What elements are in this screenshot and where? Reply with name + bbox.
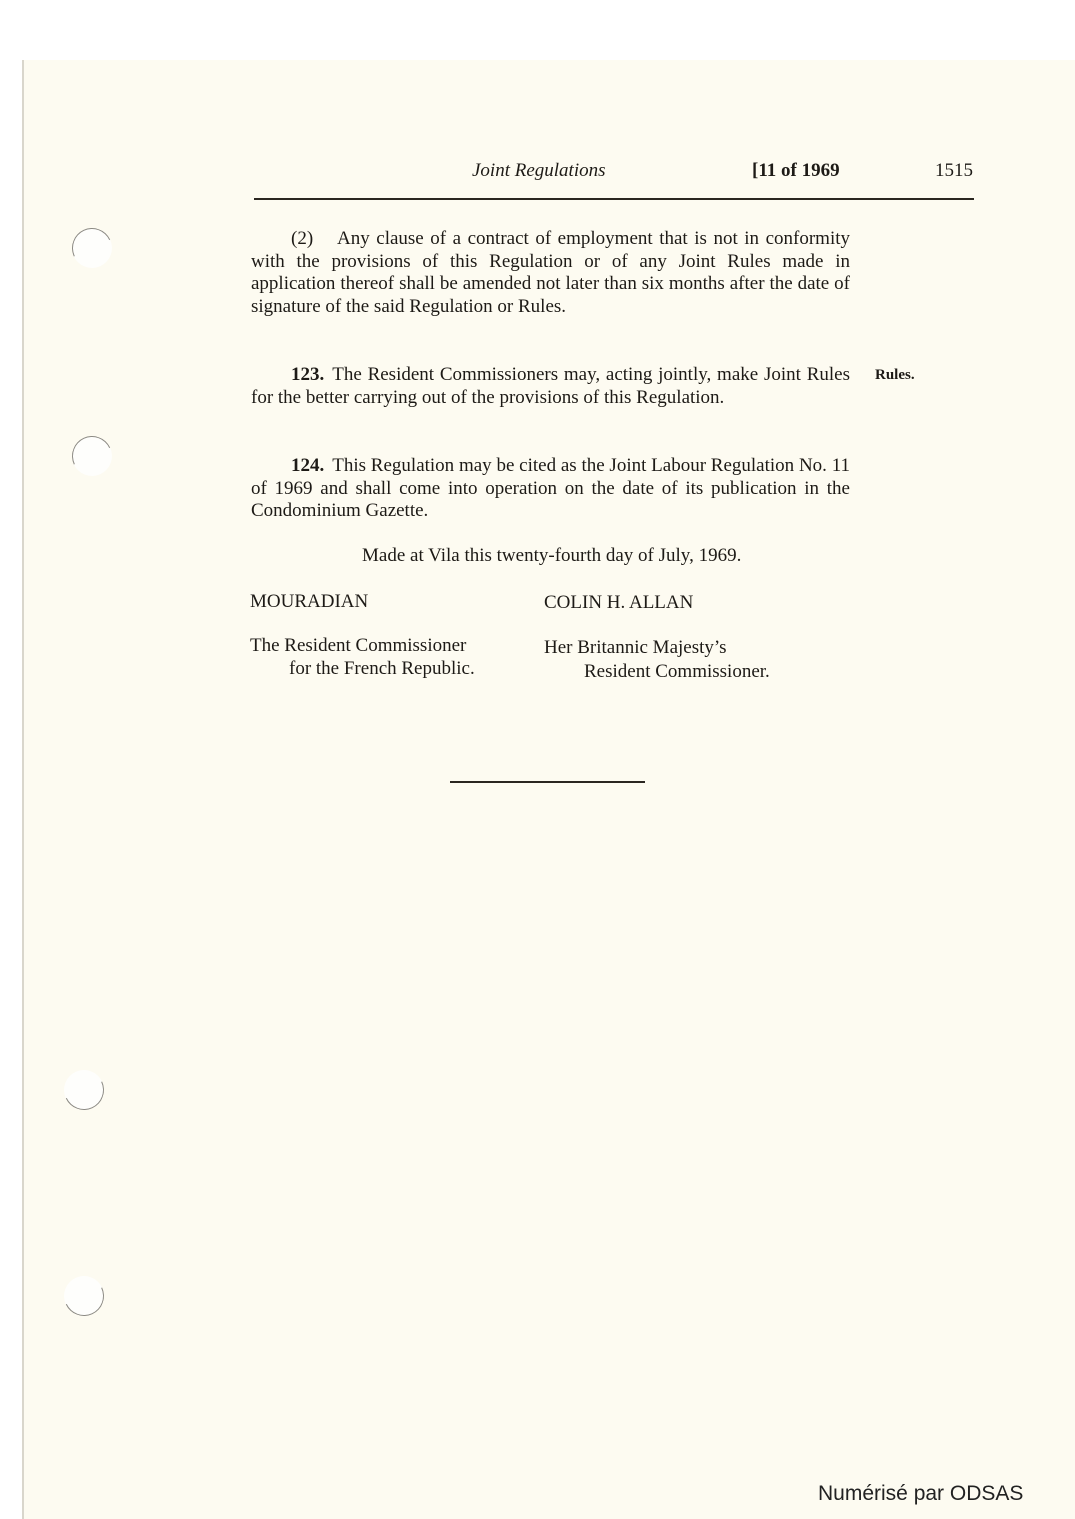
header-rule	[254, 198, 974, 200]
made-at-line: Made at Vila this twenty-fourth day of July, 1969.	[362, 545, 742, 566]
signatory-title-right-2: Resident Commissioner.	[584, 661, 770, 682]
signatory-title-left-2: for the French Republic.	[289, 658, 475, 679]
section-text: The Resident Commissioners may, acting jointly, make Joint Rules for the better carrying out of the provisions of this Regulation.	[251, 364, 850, 408]
section-124	[251, 455, 850, 523]
end-rule	[450, 781, 645, 783]
paragraph-2	[251, 228, 850, 318]
section-number: 123.	[291, 364, 325, 385]
signatory-title-left-1: The Resident Commissioner	[250, 635, 467, 656]
digitization-watermark: Numérisé par ODSAS	[818, 1482, 1024, 1505]
page-number: 1515	[935, 160, 973, 181]
section-text: This Regulation may be cited as the Joint Labour Regulation No. 11 of 1969 and shall come into operation on the date of its publication in the Condominium Gazette.	[251, 455, 850, 521]
regulation-number: [11 of 1969	[752, 160, 840, 181]
signatory-title-right-1: Her Britannic Majesty’s	[544, 637, 727, 658]
running-title: Joint Regulations	[472, 160, 606, 181]
paragraph-number: (2)	[291, 228, 314, 249]
signatory-name-left: MOURADIAN	[250, 591, 369, 612]
section-number: 124.	[291, 455, 325, 476]
margin-note: Rules.	[875, 367, 915, 383]
paragraph-text: Any clause of a contract of employment that is not in conformity with the provisions of this Regulation or of any Joint Rules made in application thereof shall be amended not later than six months after the date of signature of the said Regulation or Rules.	[251, 228, 850, 317]
signatory-name-right: COLIN H. ALLAN	[544, 592, 694, 613]
section-123	[251, 364, 850, 409]
